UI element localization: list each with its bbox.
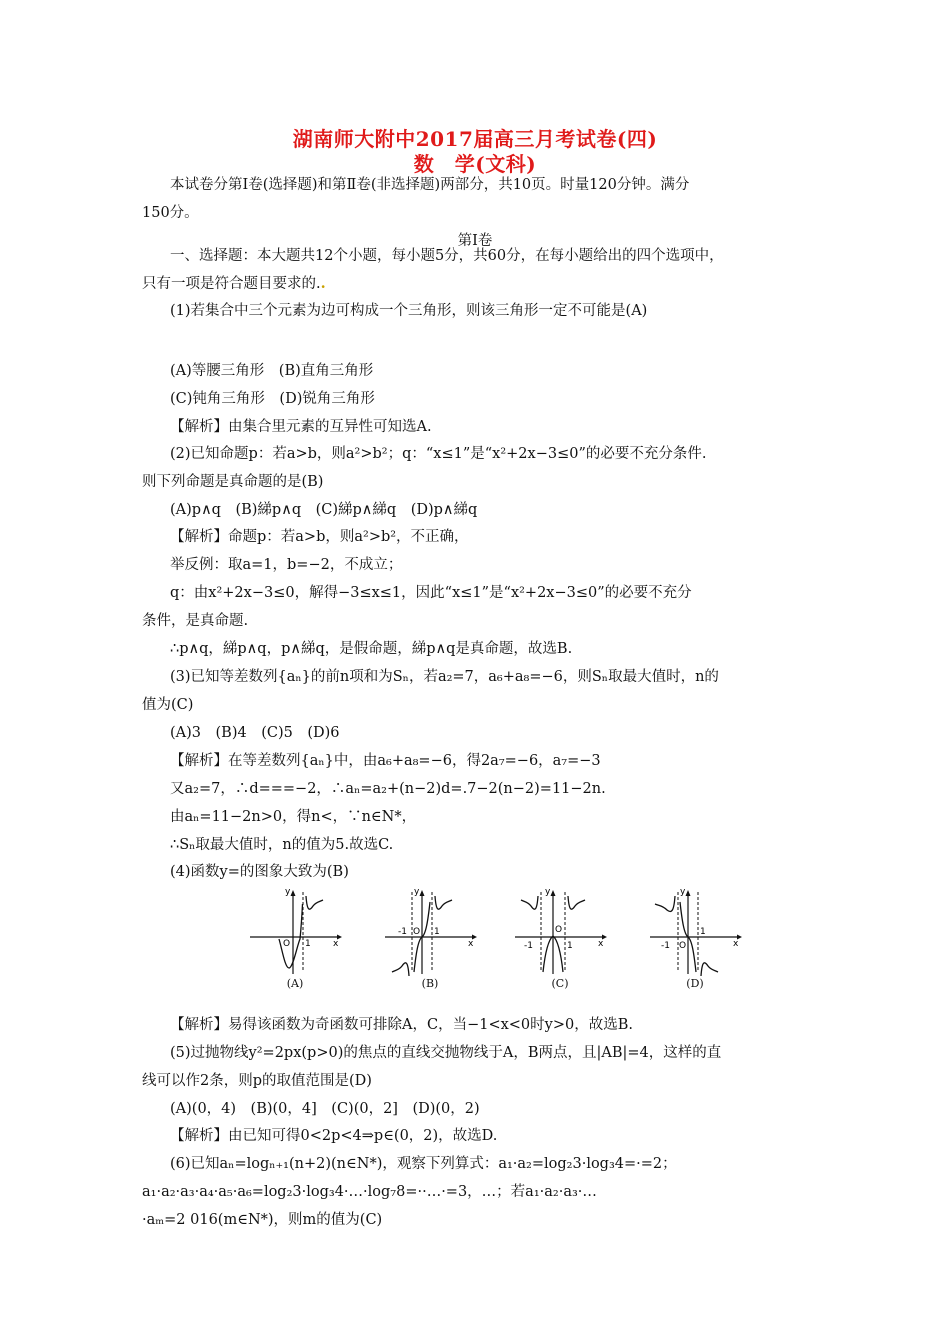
axis-x-label: x <box>598 939 604 949</box>
document-subtitle: 数 学(文科) <box>413 152 537 176</box>
q1-solution <box>170 417 432 437</box>
q2-stem-2: 则下列命题是真命题的是(B) <box>142 474 324 490</box>
intro-line-1: 本试卷分第Ⅰ卷(选择题)和第Ⅱ卷(非选择题)两部分，共10页。时量120分钟。满分 <box>170 177 690 193</box>
tick-label: 1 <box>434 927 440 937</box>
q5-options: (A)(0，4) (B)(0，4] (C)(0，2] (D)(0，2) <box>170 1101 480 1117</box>
q1-solution-text: 由集合里元素的互异性可知选A. <box>228 419 432 435</box>
q6-stem-2: a₁·a₂·a₃·a₄·a₅·a₆=log₂3·log₃4·…·log₇8=··…·=3，…；若a₁·a₂·a₃·… <box>142 1184 597 1200</box>
tick-label: 1 <box>305 939 311 949</box>
origin-label: O <box>413 927 421 937</box>
origin-label: O <box>283 939 291 949</box>
solution-tag: 【解析】 <box>170 529 228 545</box>
origin-label: O <box>555 925 563 935</box>
q6-stem-3: ·aₘ=2 016(m∈N*)，则m的值为(C) <box>142 1212 383 1228</box>
q3-stem-2: 值为(C) <box>142 697 194 713</box>
solution-tag: 【解析】 <box>170 1128 228 1144</box>
axis-y-label: y <box>680 887 686 897</box>
q2-solution-4: 条件，是真命题. <box>142 613 249 629</box>
axis-x-label: x <box>333 939 339 949</box>
axis-y-label: y <box>414 887 420 897</box>
axis-x-label: x <box>733 939 739 949</box>
figure-caption: (B) <box>421 977 439 990</box>
section-instruction-2-text: 只有一项是符合题目要求的. <box>142 276 321 292</box>
q5-stem-1: (5)过抛物线y²=2px(p>0)的焦点的直线交抛物线于A，B两点，且|AB|=4，这样的直 <box>170 1045 722 1061</box>
q4-solution <box>170 1015 633 1035</box>
graph-d <box>645 884 745 979</box>
marker-dot: . <box>320 275 326 292</box>
q6-stem-1: (6)已知aₙ=logₙ₊₁(n+2)(n∈N*)，观察下列算式：a₁·a₂=log₂3·log₃4=·=2； <box>170 1156 677 1172</box>
solution-tag: 【解析】 <box>170 419 228 435</box>
figure-caption: (A) <box>286 977 304 990</box>
section-instruction-1: 一、选择题：本大题共12个小题，每小题5分，共60分，在每小题给出的四个选项中， <box>170 248 724 264</box>
figure-caption: (D) <box>686 977 704 990</box>
q3-solution-4: ∴Sₙ取最大值时，n的值为5.故选C. <box>170 837 394 853</box>
q4-figure-d <box>645 884 745 992</box>
q3-solution-3: 由aₙ=11−2n>0，得n<，∵n∈N*， <box>170 809 417 825</box>
q2-solution-2: 举反例：取a=1，b=−2，不成立； <box>170 557 403 573</box>
q4-figure-b <box>380 884 480 992</box>
q3-solution-2: 又a₂=7，∴d===−2，∴aₙ=a₂+(n−2)d=.7−2(n−2)=11−2n. <box>170 781 606 797</box>
q1-options-2: (C)钝角三角形 (D)锐角三角形 <box>170 391 375 407</box>
section-instruction-2 <box>142 274 326 294</box>
q4-solution-text: 易得该函数为奇函数可排除A，C，当−1<x<0时y>0，故选B. <box>228 1017 633 1033</box>
q5-stem-2: 线可以作2条，则p的取值范围是(D) <box>142 1073 372 1089</box>
figure-caption: (C) <box>551 977 569 990</box>
section-heading: 第Ⅰ卷 <box>457 233 493 249</box>
q4-figures <box>245 884 745 992</box>
q2-stem-1: (2)已知命题p：若a>b，则a²>b²；q：“x≤1”是“x²+2x−3≤0”的必要不充分条件. <box>170 446 707 462</box>
axis-y-label: y <box>545 887 551 897</box>
q3-solution-text-1: 在等差数列{aₙ}中，由a₆+a₈=−6，得2a₇=−6，a₇=−3 <box>228 753 601 769</box>
q1-stem: (1)若集合中三个元素为边可构成一个三角形，则该三角形一定不可能是(A) <box>170 303 648 319</box>
tick-label: -1 <box>524 941 533 951</box>
q2-solution-text-1: 命题p：若a>b，则a²>b²，不正确， <box>228 529 469 545</box>
q5-solution-text: 由已知可得0<2p<4⇒p∈(0，2)，故选D. <box>228 1128 498 1144</box>
q4-stem: (4)函数y=的图象大致为(B) <box>170 864 349 880</box>
q2-options: (A)p∧q (B)綈p∧q (C)綈p∧綈q (D)p∧綈q <box>170 502 478 518</box>
graph-a <box>245 884 345 979</box>
q2-solution-5: ∴p∧q，綈p∧q，p∧綈q，是假命题，綈p∧q是真命题，故选B. <box>170 641 573 657</box>
q4-figure-a <box>245 884 345 992</box>
tick-label: 1 <box>700 927 706 937</box>
tick-label: -1 <box>661 941 670 951</box>
q2-solution-1 <box>170 527 469 547</box>
q3-stem-1: (3)已知等差数列{aₙ}的前n项和为Sₙ，若a₂=7，a₆+a₈=−6，则Sₙ取最大值时，n的 <box>170 669 719 685</box>
graph-c <box>510 884 610 979</box>
tick-label: 1 <box>567 941 573 951</box>
axis-x-label: x <box>468 939 474 949</box>
solution-tag: 【解析】 <box>170 1017 228 1033</box>
graph-b <box>380 884 480 979</box>
q3-options: (A)3 (B)4 (C)5 (D)6 <box>170 725 340 741</box>
q5-solution <box>170 1126 497 1146</box>
document-title: 湖南师大附中2017届高三月考试卷(四) <box>292 127 658 151</box>
tick-label: -1 <box>398 927 407 937</box>
intro-line-2: 150分。 <box>142 205 199 221</box>
origin-label: O <box>679 941 687 951</box>
axis-y-label: y <box>285 887 291 897</box>
solution-tag: 【解析】 <box>170 753 228 769</box>
q4-figure-c <box>510 884 610 992</box>
q2-solution-3: q：由x²+2x−3≤0，解得−3≤x≤1，因此“x≤1”是“x²+2x−3≤0”的必要不充分 <box>170 585 692 601</box>
q1-options-1: (A)等腰三角形 (B)直角三角形 <box>170 363 374 379</box>
q3-solution-1 <box>170 751 601 771</box>
